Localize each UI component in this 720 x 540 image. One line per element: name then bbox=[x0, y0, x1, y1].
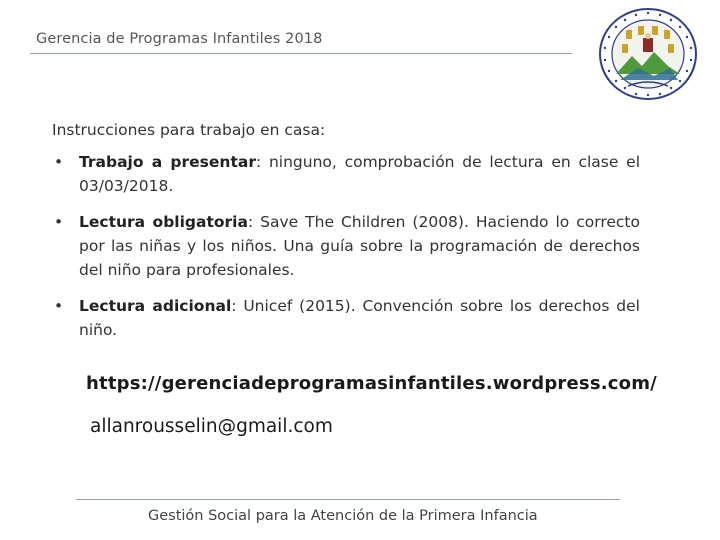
list-item bbox=[52, 150, 640, 198]
header-divider bbox=[30, 53, 572, 54]
footer-divider bbox=[76, 499, 620, 500]
item-text: : Save The Children (2008). Haciendo lo correcto por las niñas y los niños. Una guía sobre la programación de derechos del niño para profesionales. bbox=[79, 213, 640, 279]
item-label: Lectura adicional bbox=[79, 297, 232, 315]
email-link[interactable]: allanrousselin@gmail.com bbox=[90, 416, 333, 437]
item-text: : Unicef (2015). Convención sobre los derechos del niño. bbox=[79, 297, 640, 339]
bullet-icon: • bbox=[54, 297, 64, 315]
item-text: : ninguno, comprobación de lectura en clase el 03/03/2018. bbox=[79, 153, 640, 195]
item-label: Trabajo a presentar bbox=[79, 153, 256, 171]
instructions-heading: Instrucciones para trabajo en casa: bbox=[52, 121, 326, 139]
bullet-icon: • bbox=[54, 213, 64, 231]
footer-text: Gestión Social para la Atención de la Primera Infancia bbox=[148, 508, 538, 524]
university-seal-icon bbox=[598, 8, 698, 100]
website-link[interactable]: https://gerenciadeprogramasinfantiles.wordpress.com/ bbox=[86, 373, 657, 394]
header-title: Gerencia de Programas Infantiles 2018 bbox=[36, 31, 323, 47]
instruction-list bbox=[52, 150, 640, 354]
item-label: Lectura obligatoria bbox=[79, 213, 248, 231]
list-item bbox=[52, 294, 640, 342]
bullet-icon: • bbox=[54, 153, 64, 171]
list-item bbox=[52, 210, 640, 282]
